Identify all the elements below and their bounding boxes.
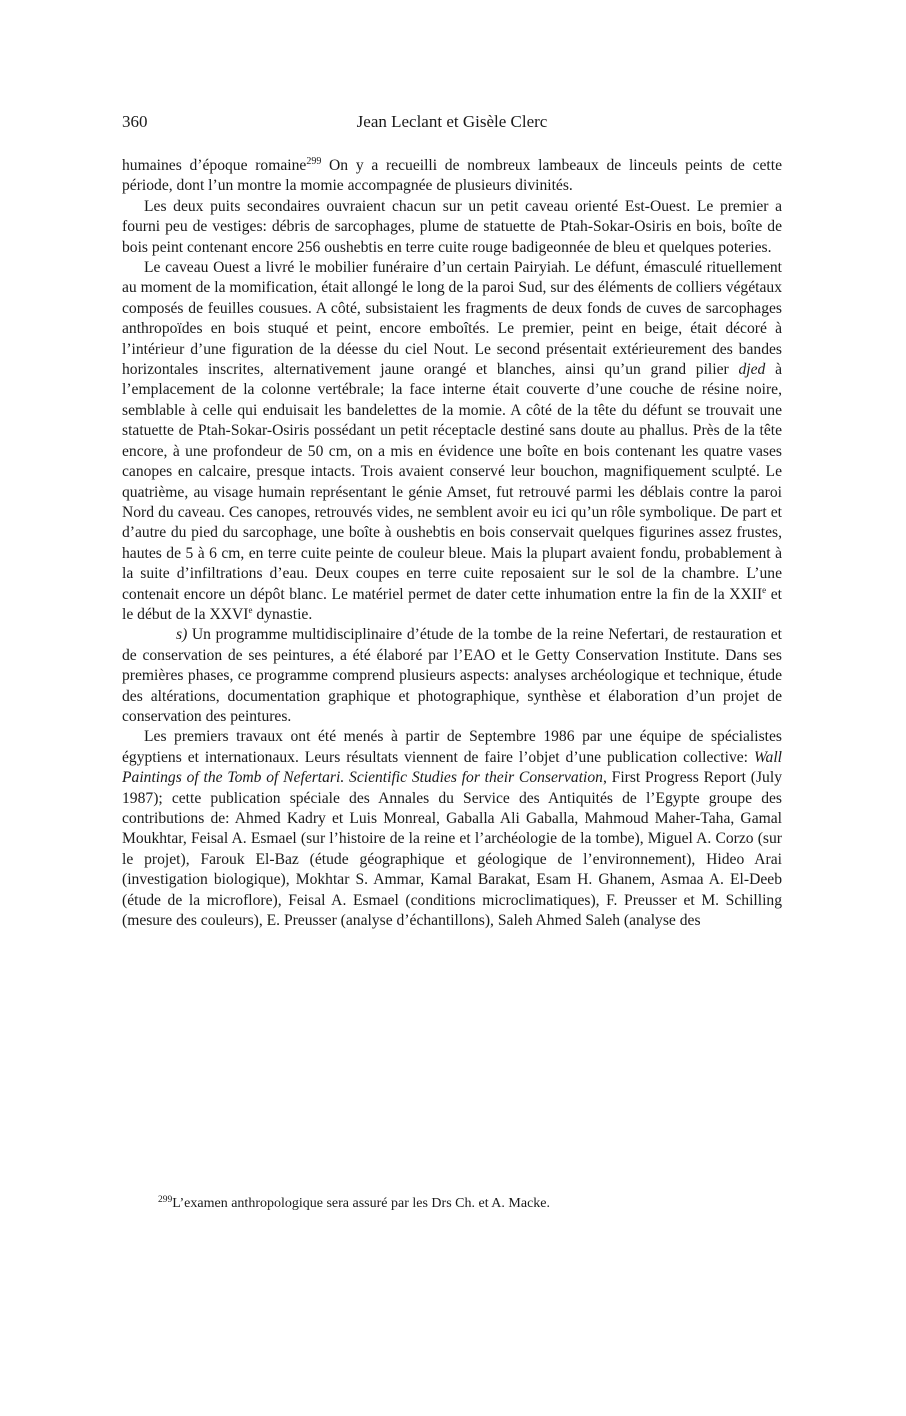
paragraph: Les deux puits secondaires ouvraient chacun sur un petit caveau orienté Est-Ouest. Le premier a fourni peu de vestiges: débris de sarcophages, plume de statuette de Ptah-Sokar-Osiris en bois, boîte de bois peint contenant encore 256 oushebtis en terre cuite rouge badigeonnée de bleu et quelques poteries. (122, 197, 782, 256)
paragraph-text: Un programme multidisciplinaire d’étude de la tombe de la reine Nefertari, de restauration et de conservation de ses peintures, a été élaboré par l’EAO et le Getty Conservation Institute. Dans ses premières phases, ce programme comprend plusieurs aspects: analyses archéologique et technique, étude des altérations, documentation graphique et photographique, synthèse et élaboration d’un projet de conservation des peintures. (122, 626, 782, 725)
italic-term: djed (738, 361, 766, 379)
footnote-text: L’examen anthropologique sera assuré par les Drs Ch. et A. Macke. (172, 1196, 551, 1211)
paragraph-text: humaines d’époque romaine (122, 157, 307, 174)
paragraph (122, 258, 782, 625)
paragraph (122, 156, 782, 197)
running-head (122, 112, 782, 142)
page-number: 360 (122, 112, 148, 131)
paragraph-text: On y a recueilli de nombreux lambeaux de linceuls peints de cette période, dont l’un montre la momie accompagnée de plusieurs divinités. (122, 157, 783, 195)
paragraph-text: Les premiers travaux ont été menés à partir de Septembre 1986 par une équipe de spécialistes égyptiens et internationaux. Leurs résultats viennent de faire l’objet d’une publication collective: (122, 728, 782, 766)
paragraph-text: à l’emplacement de la colonne vertébrale; la face interne était couverte d’une couche de résine noire, semblable à celle qui enduisait les bandelettes de la momie. A côté de la tête du défunt se trouvait une statuette de Ptah-Sokar-Osiris possédant un petit réceptacle destiné sans doute au phallus. Près de la tête encore, à une profondeur de 50 cm, on a mis en évidence une boîte en bois contenant les quatre vases canopes en calcaire, presque intacts. Trois avaient conservé leur bouchon, magnifiquement sculpté. Le quatrième, au visage humain représentant le génie Amset, fut retrouvé parmi les déblais contre la paroi Nord du caveau. Ces canopes, retrouvés vides, ne semblent avoir eu ici qu’un rôle symbolique. De part et d’autre du pied du sarcophage, une boîte à oushebtis en bois conservait quelques figurines assez frustes, hautes de 5 à 6 cm, en terre cuite peinte de couleur bleue. Mais la plupart avaient fondu, probablement à la suite d’infiltrations d’eau. Deux coupes en terre cuite reposaient sur le sol de la chambre. L’une contenait encore un dépôt blanc. Le matériel permet de dater cette inhumation entre la fin de la XXII (122, 361, 782, 603)
page (122, 112, 782, 931)
footnote-reference: 299 (306, 156, 322, 167)
paragraph-text: , First Progress Report (July 1987); cette publication spéciale des Annales du Service des Antiquités de l’Egypte groupe des contributions de: Ahmed Kadry et Luis Monreal, Gaballa Ali Gaballa, Mahmoud Maher-Taha, Gamal Moukhtar, Feisal A. Esmael (sur l’histoire de la reine et l’archéologie de la tombe), Miguel A. Corzo (sur le projet), Farouk El-Baz (étude géographique et géologique de l’environnement), Hideo Arai (investigation biologique), Mokhtar S. Ammar, Kamal Barakat, Esam H. Ghanem, Asmaa A. El-Deeb (étude de la microflore), Feisal A. Esmael (conditions microclimatiques), F. Preusser et M. Schilling (mesure des couleurs), E. Preusser (analyse d’échantillons), Saleh Ahmed Saleh (analyse des (122, 769, 782, 930)
section-label: s) (176, 626, 188, 644)
paragraph (122, 727, 782, 931)
paragraph-text: Le caveau Ouest a livré le mobilier funéraire d’un certain Pairyiah. Le défunt, émasculé rituellement au moment de la momification, était allongé le long de la paroi Sud, sur des éléments de colliers végétaux composés de feuilles cousues. A côté, subsistaient les fragments de deux fonds de cuves de sarcophages anthropoïdes en bois stuqué et peint, encore emboîtés. Le premier, peint en beige, était décoré à l’intérieur d’une figuration de la déesse du ciel Nout. Le second présentait extérieurement des bandes horizontales inscrites, alternativement jaune orangé et blanches, ainsi qu’un grand pilier (122, 259, 782, 379)
ordinal-superscript: e (248, 604, 253, 615)
italic-title: Wall Paintings of the Tomb of Nefertari. Scientific Studies for their Conservation (122, 748, 782, 787)
running-title: Jean Leclant et Gisèle Clerc (356, 112, 548, 131)
ordinal-superscript: e (762, 584, 767, 595)
footnote-number: 299 (158, 1195, 173, 1205)
paragraph-text: et le début de la XXVI (122, 585, 783, 623)
footnote (158, 1196, 550, 1212)
paragraph-text: dynastie. (252, 605, 313, 623)
body-text (122, 156, 782, 931)
paragraph (122, 625, 782, 727)
